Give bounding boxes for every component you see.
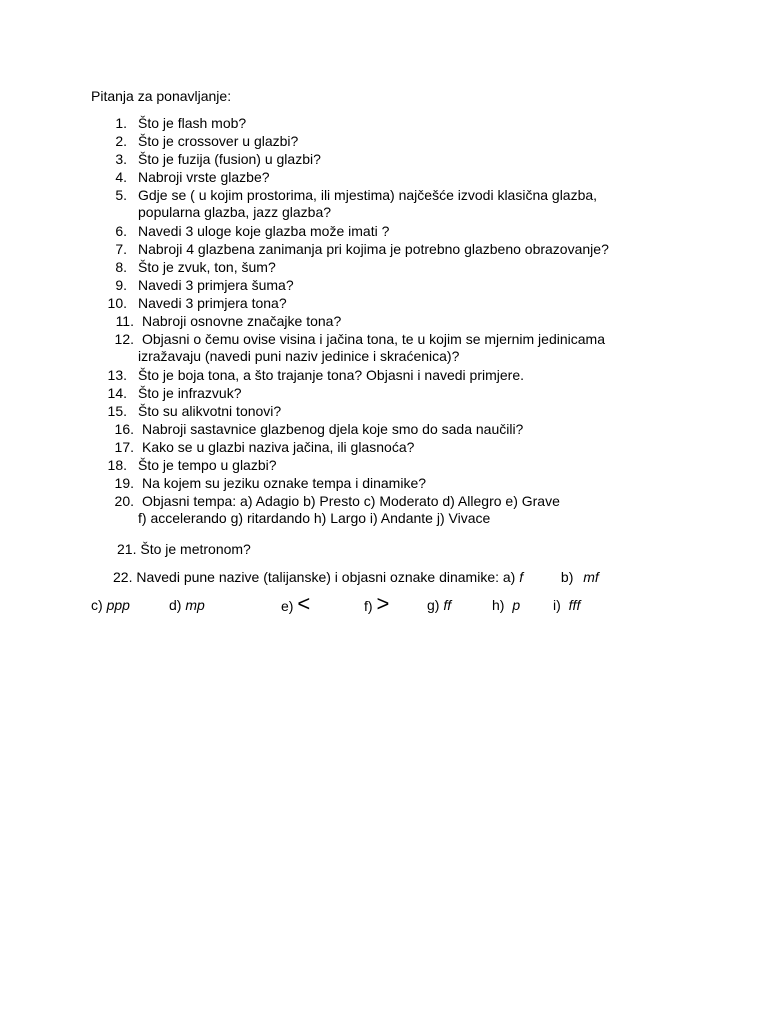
question-text: Što je boja tona, a što trajanje tona? Objasni i navedi primjere. <box>138 367 525 383</box>
question-text: Objasni o čemu ovise visina i jačina tona, te u kojim se mjernim jedinicama <box>142 331 605 347</box>
question-list <box>0 114 768 528</box>
question-number: 20. <box>114 493 134 509</box>
question-text: Što je crossover u glazbi? <box>138 133 299 149</box>
mark-item-c: c) ppp <box>91 597 130 613</box>
mark-item-f: f) > <box>364 591 390 616</box>
question-number: 4. <box>115 169 127 185</box>
question-number: 19. <box>114 475 134 491</box>
question-22-text: 22. Navedi pune nazive (talijanske) i objasni oznake dinamike: a) <box>113 569 516 585</box>
question-item <box>0 474 768 492</box>
question-text: Što je infrazvuk? <box>138 385 242 401</box>
question-item <box>0 456 768 474</box>
question-number: 6. <box>115 223 127 239</box>
question-text: Nabroji osnovne značajke tona? <box>142 313 342 329</box>
question-item <box>0 294 768 312</box>
question-continuation <box>0 204 768 222</box>
question-text: Što je zvuk, ton, šum? <box>138 259 276 275</box>
question-text: Što su alikvotni tonovi? <box>138 403 282 419</box>
question-continuation <box>0 510 768 528</box>
question-text: Kako se u glazbi naziva jačina, ili glasnoća? <box>142 439 415 455</box>
question-text: Što je flash mob? <box>138 115 247 131</box>
dynamics-marks-row <box>0 591 768 618</box>
question-number: 9. <box>115 277 127 293</box>
question-number: 13. <box>107 367 127 383</box>
dynamic-mark-b: mf <box>583 569 599 585</box>
question-item <box>0 222 768 240</box>
question-number: 3. <box>115 151 127 167</box>
question-21: 21. Što je metronom? <box>117 541 251 557</box>
question-item <box>0 330 768 348</box>
question-item <box>0 240 768 258</box>
question-number: 16. <box>114 421 134 437</box>
question-text: Navedi 3 primjera tona? <box>138 295 287 311</box>
question-number: 12. <box>114 331 134 347</box>
mark-item-d: d) mp <box>169 597 205 613</box>
question-number: 8. <box>115 259 127 275</box>
question-number: 17. <box>114 439 134 455</box>
mark-item-g: g) ff <box>427 597 452 613</box>
question-item <box>0 438 768 456</box>
question-item <box>0 150 768 168</box>
question-continuation <box>0 348 768 366</box>
question-text: Nabroji vrste glazbe? <box>138 169 270 185</box>
dynamic-mark-a: f <box>519 569 524 585</box>
question-item <box>0 366 768 384</box>
question-text: Na kojem su jeziku oznake tempa i dinamike? <box>142 475 427 491</box>
question-item <box>0 276 768 294</box>
question-text: Nabroji sastavnice glazbenog djela koje smo do sada naučili? <box>142 421 524 437</box>
question-item <box>0 186 768 204</box>
question-item <box>0 312 768 330</box>
question-text-continued: izražavaju (navedi puni naziv jedinice i skraćenica)? <box>138 348 460 364</box>
question-item <box>0 420 768 438</box>
question-22 <box>113 568 599 586</box>
question-text: Navedi 3 uloge koje glazba može imati ? <box>138 223 390 239</box>
page-heading: Pitanja za ponavljanje: <box>91 88 232 104</box>
question-text: Nabroji 4 glazbena zanimanja pri kojima je potrebno glazbeno obrazovanje? <box>138 241 609 257</box>
question-number: 18. <box>107 457 127 473</box>
question-item <box>0 492 768 510</box>
question-number: 7. <box>115 241 127 257</box>
question-item <box>0 114 768 132</box>
question-item <box>0 384 768 402</box>
question-text: Navedi 3 primjera šuma? <box>138 277 294 293</box>
question-number: 2. <box>115 133 127 149</box>
question-number: 14. <box>107 385 127 401</box>
dynamic-label-b: b) <box>560 569 574 585</box>
question-number: 5. <box>115 187 127 203</box>
question-text: Gdje se ( u kojim prostorima, ili mjestima) najčešće izvodi klasična glazba, <box>138 187 598 203</box>
question-text: Što je fuzija (fusion) u glazbi? <box>138 151 321 167</box>
question-item <box>0 168 768 186</box>
question-text-continued: popularna glazba, jazz glazba? <box>138 204 332 220</box>
decrescendo-symbol: > <box>376 591 390 616</box>
crescendo-symbol: < <box>297 591 311 616</box>
question-number: 15. <box>107 403 127 419</box>
question-text-continued: f) accelerando g) ritardando h) Largo i) Andante j) Vivace <box>138 510 491 526</box>
mark-item-e: e) < <box>281 591 311 616</box>
question-number: 10. <box>107 295 127 311</box>
question-number: 11. <box>115 313 134 329</box>
question-item <box>0 258 768 276</box>
mark-item-i: i) fff <box>553 597 581 613</box>
question-text: Što je tempo u glazbi? <box>138 457 277 473</box>
question-item <box>0 132 768 150</box>
mark-item-h: h) p <box>492 597 521 613</box>
question-item <box>0 402 768 420</box>
question-number: 1. <box>115 115 127 131</box>
question-text: Objasni tempa: a) Adagio b) Presto c) Moderato d) Allegro e) Grave <box>142 493 560 509</box>
